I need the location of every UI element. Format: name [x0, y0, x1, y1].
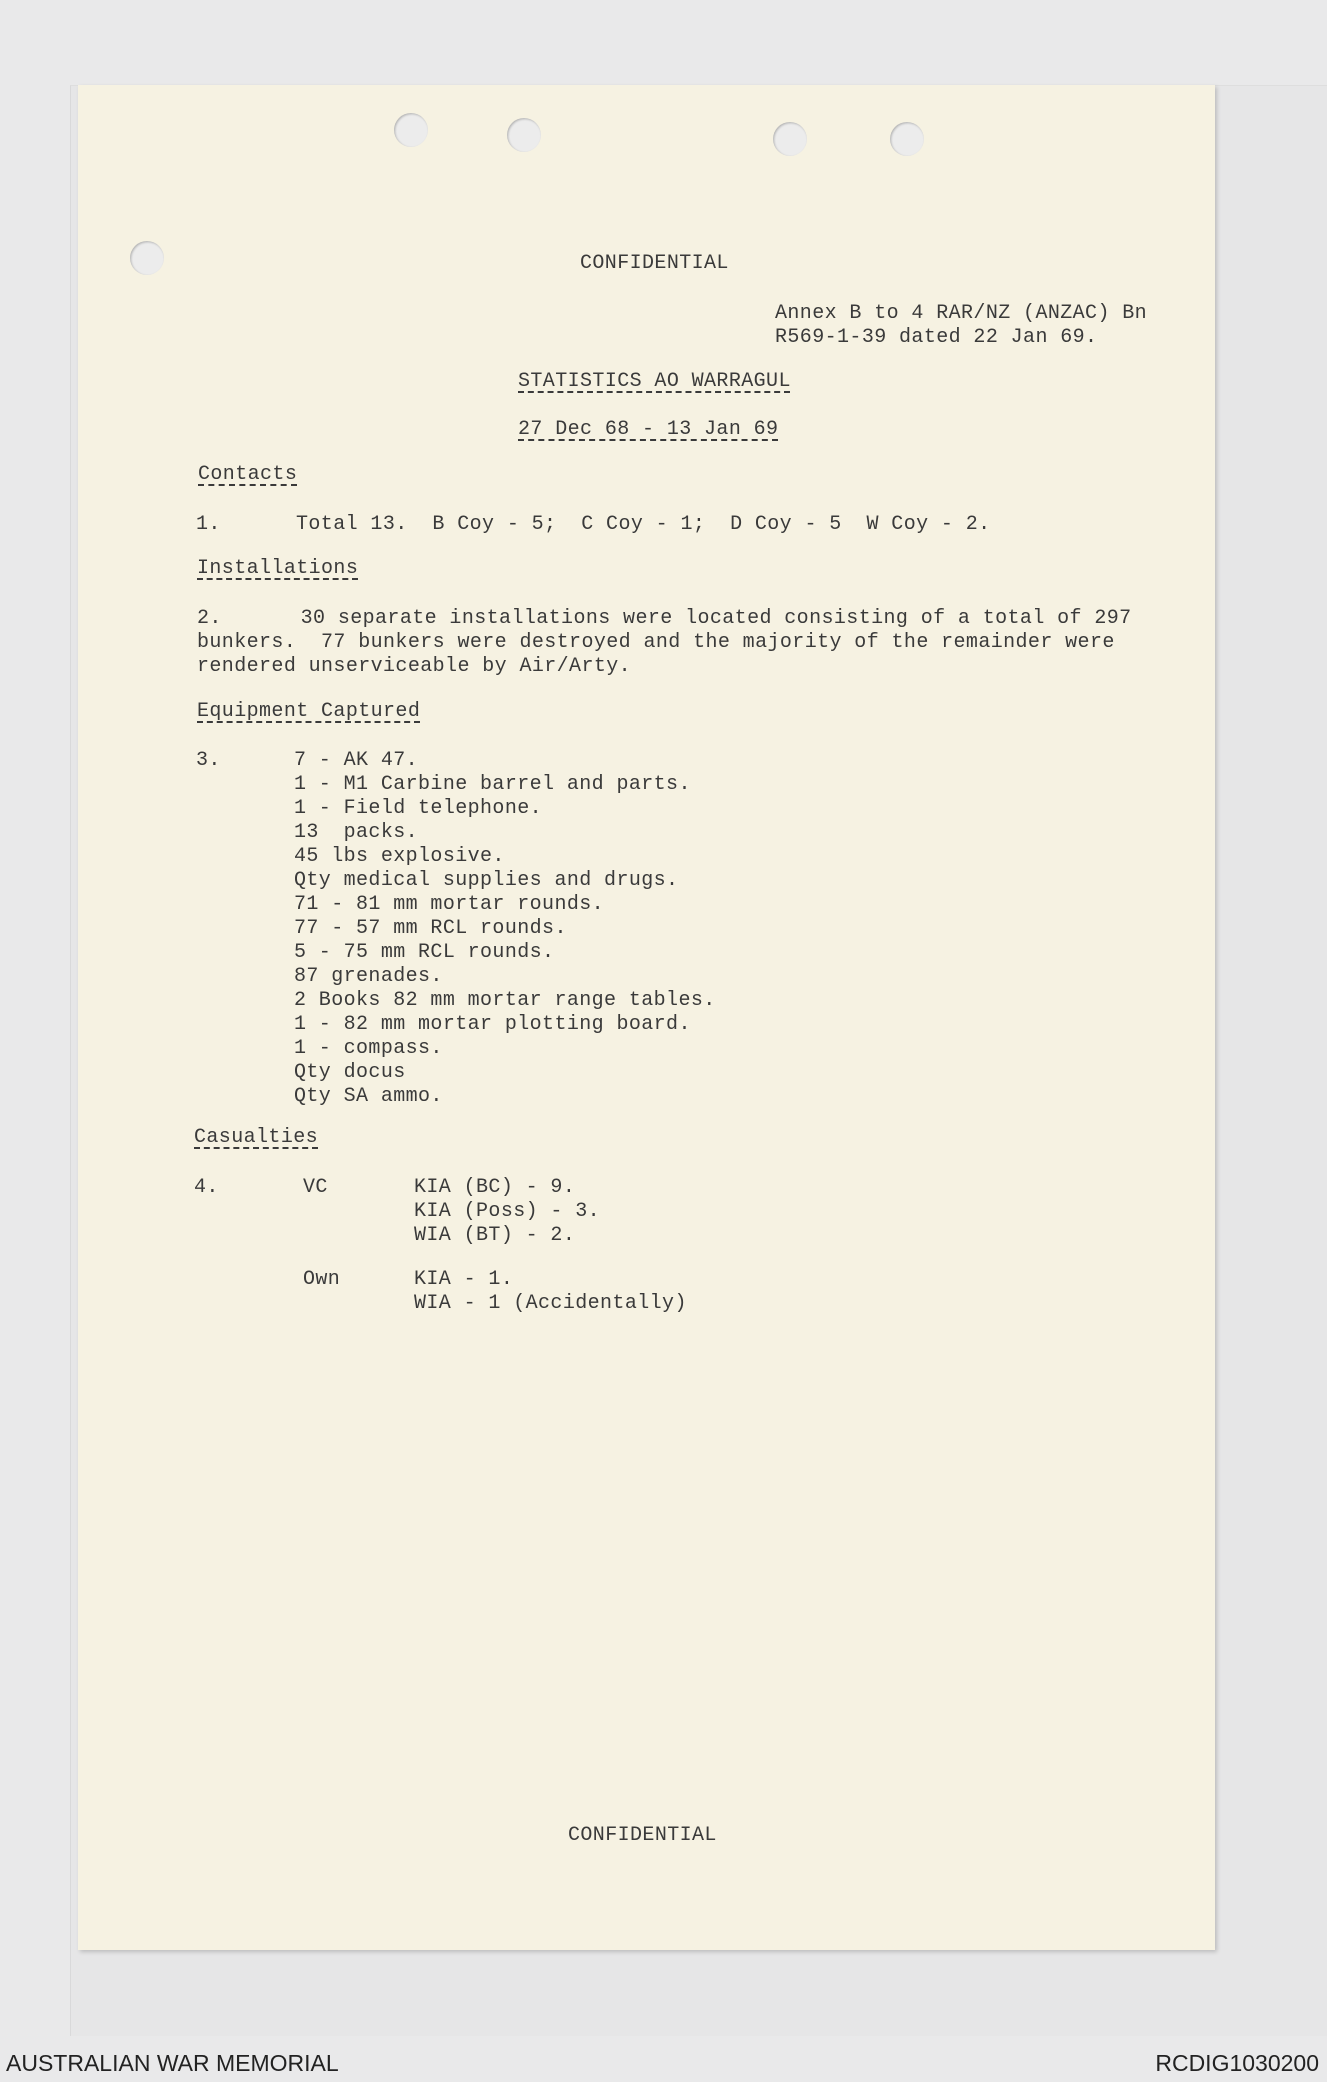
document-page — [78, 85, 1215, 1950]
classification-header: CONFIDENTIAL — [580, 252, 729, 275]
installations-heading: Installations — [197, 557, 359, 580]
equipment-item: Qty docus — [294, 1061, 406, 1084]
equipment-item: 71 - 81 mm mortar rounds. — [294, 893, 605, 916]
equipment-number: 3. — [196, 749, 221, 772]
casualties-vc-item: KIA (BC) - 9. — [414, 1176, 576, 1199]
casualties-vc-label: VC — [303, 1176, 328, 1199]
casualties-vc-item: WIA (BT) - 2. — [414, 1224, 576, 1247]
annex-reference-line-1: Annex B to 4 RAR/NZ (ANZAC) Bn — [775, 302, 1148, 325]
annex-reference-line-2: R569-1-39 dated 22 Jan 69. — [775, 326, 1098, 349]
casualties-number: 4. — [194, 1176, 219, 1199]
equipment-item: 87 grenades. — [294, 965, 443, 988]
equipment-item: 45 lbs explosive. — [294, 845, 505, 868]
installations-line: bunkers. 77 bunkers were destroyed and the majority of the remainder were — [197, 631, 1115, 654]
equipment-item: 1 - Field telephone. — [294, 797, 543, 820]
punch-hole — [130, 241, 164, 275]
casualties-own-item: KIA - 1. — [414, 1268, 514, 1291]
casualties-vc-item: KIA (Poss) - 3. — [414, 1200, 601, 1223]
installations-line: rendered unserviceable by Air/Arty. — [197, 655, 632, 678]
equipment-heading: Equipment Captured — [197, 700, 421, 723]
equipment-item: 2 Books 82 mm mortar range tables. — [294, 989, 716, 1012]
document-title: STATISTICS AO WARRAGUL — [518, 370, 791, 393]
equipment-item: 5 - 75 mm RCL rounds. — [294, 941, 555, 964]
punch-hole — [394, 113, 428, 147]
casualties-own-label: Own — [303, 1268, 341, 1291]
punch-hole — [507, 118, 541, 152]
contacts-number: 1. — [196, 513, 221, 536]
equipment-item: 77 - 57 mm RCL rounds. — [294, 917, 567, 940]
archive-reference: RCDIG1030200 — [1155, 2050, 1319, 2076]
punch-hole — [890, 122, 924, 156]
installations-line: 30 separate installations were located consisting of a total of 297 — [251, 607, 1132, 630]
equipment-item: 1 - M1 Carbine barrel and parts. — [294, 773, 691, 796]
contacts-text: Total 13. B Coy - 5; C Coy - 1; D Coy - 5 W Coy - 2. — [296, 513, 991, 536]
equipment-item: Qty SA ammo. — [294, 1085, 443, 1108]
punch-hole — [773, 122, 807, 156]
classification-footer: CONFIDENTIAL — [568, 1824, 717, 1847]
contacts-heading: Contacts — [198, 463, 298, 486]
equipment-item: 1 - compass. — [294, 1037, 443, 1060]
archive-institution: AUSTRALIAN WAR MEMORIAL — [6, 2050, 339, 2076]
equipment-item: Qty medical supplies and drugs. — [294, 869, 679, 892]
casualties-own-item: WIA - 1 (Accidentally) — [414, 1292, 687, 1315]
date-range: 27 Dec 68 - 13 Jan 69 — [518, 418, 779, 441]
casualties-heading: Casualties — [194, 1126, 319, 1149]
equipment-item: 1 - 82 mm mortar plotting board. — [294, 1013, 691, 1036]
installations-number: 2. — [197, 607, 222, 630]
equipment-item: 13 packs. — [294, 821, 419, 844]
equipment-item: 7 - AK 47. — [294, 749, 419, 772]
